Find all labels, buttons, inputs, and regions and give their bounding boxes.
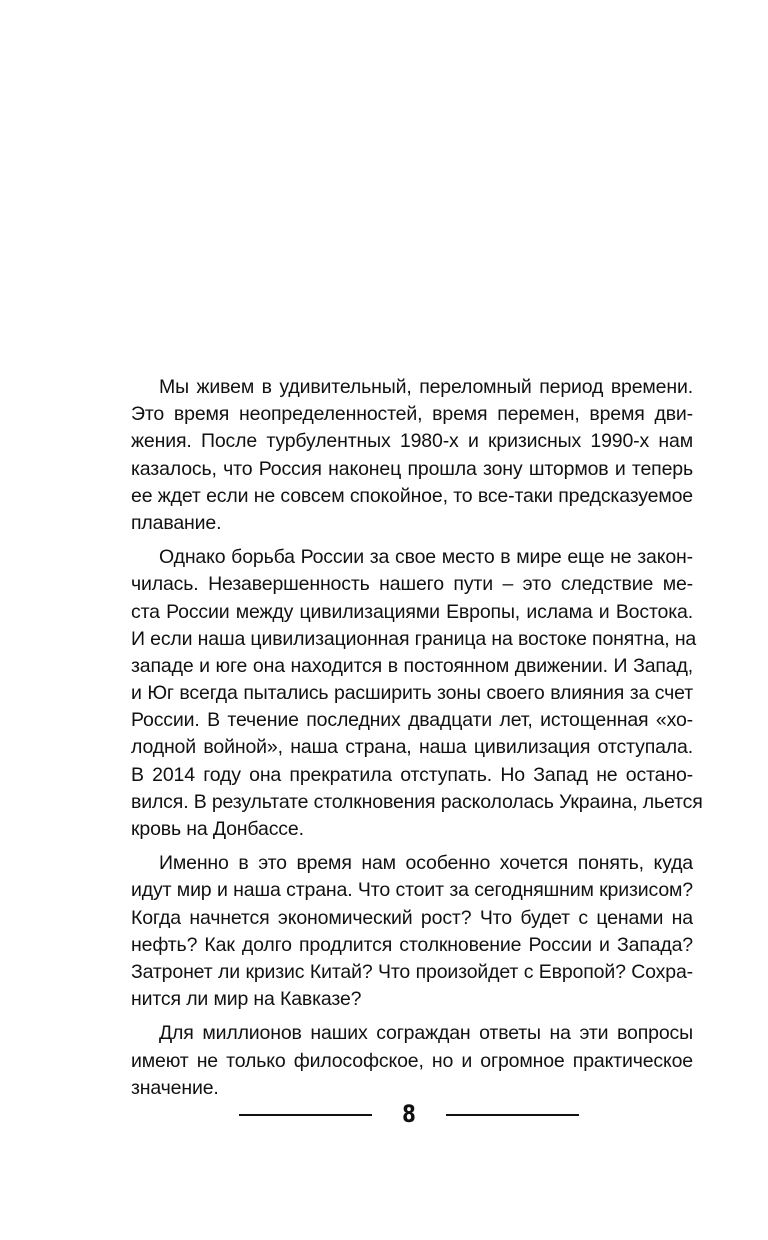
text-line: кровь на Донбассе.	[131, 818, 304, 840]
text-line: Однако борьба России за свое место в мире еще не закон-	[159, 546, 693, 569]
footer-rule-right	[446, 1114, 579, 1116]
text-line: ста России между цивилизациями Европы, ислама и Востока.	[131, 600, 693, 623]
text-line: Это время неопределенностей, время перемен, время дви-	[131, 403, 693, 426]
text-line: плавание.	[131, 511, 222, 534]
page-number: 8	[402, 1100, 416, 1128]
text-line: значение.	[131, 1076, 219, 1099]
footer-rule-left	[239, 1114, 372, 1116]
paragraph-1	[131, 374, 693, 537]
paragraph-4	[131, 1020, 693, 1102]
text-line: ее ждет если не совсем спокойное, то все-таки предсказуемое	[131, 484, 693, 507]
page-footer	[0, 1094, 768, 1134]
paragraph-2	[131, 544, 703, 843]
text-line: нефть? Как долго продлится столкновение России и Запада?	[131, 933, 693, 956]
text-line: Мы живем в удивительный, переломный период времени.	[159, 376, 693, 398]
text-line: идут мир и наша страна. Что стоит за сегодняшним кризисом?	[131, 879, 693, 902]
text-line: казалось, что Россия наконец прошла зону штормов и теперь	[131, 457, 693, 480]
text-line: вился. В результате столкновения раскололась Украина, льется	[131, 790, 703, 813]
text-line: Когда начнется экономический рост? Что будет с ценами на	[131, 906, 693, 929]
text-line: России. В течение последних двадцати лет, истощенная «хо-	[131, 709, 693, 732]
body-text	[131, 374, 703, 1109]
text-line: и Юг всегда пытались расширить зоны своего влияния за счет	[131, 682, 693, 705]
text-line: Именно в это время нам особенно хочется понять, куда	[159, 852, 693, 875]
text-line: И если наша цивилизационная граница на востоке понятна, на	[131, 627, 697, 650]
text-line: лодной войной», наша страна, наша цивилизация отступала.	[131, 736, 693, 759]
text-line: нится ли мир на Кавказе?	[131, 988, 362, 1011]
text-line: жения. После турбулентных 1980-х и кризисных 1990-х нам	[131, 430, 693, 453]
paragraph-3	[131, 850, 693, 1013]
text-line: Затронет ли кризис Китай? Что произойдет с Европой? Сохра-	[131, 960, 693, 983]
text-line: чилась. Незавершенность нашего пути – это следствие ме-	[131, 573, 693, 596]
text-line: Для миллионов наших сограждан ответы на эти вопросы	[159, 1022, 693, 1045]
text-line: имеют не только философское, но и огромное практическое	[131, 1049, 693, 1072]
text-line: западе и юге она находится в постоянном движении. И Запад,	[131, 654, 693, 677]
text-line: В 2014 году она прекратила отступать. Но Запад не остано-	[131, 763, 693, 786]
